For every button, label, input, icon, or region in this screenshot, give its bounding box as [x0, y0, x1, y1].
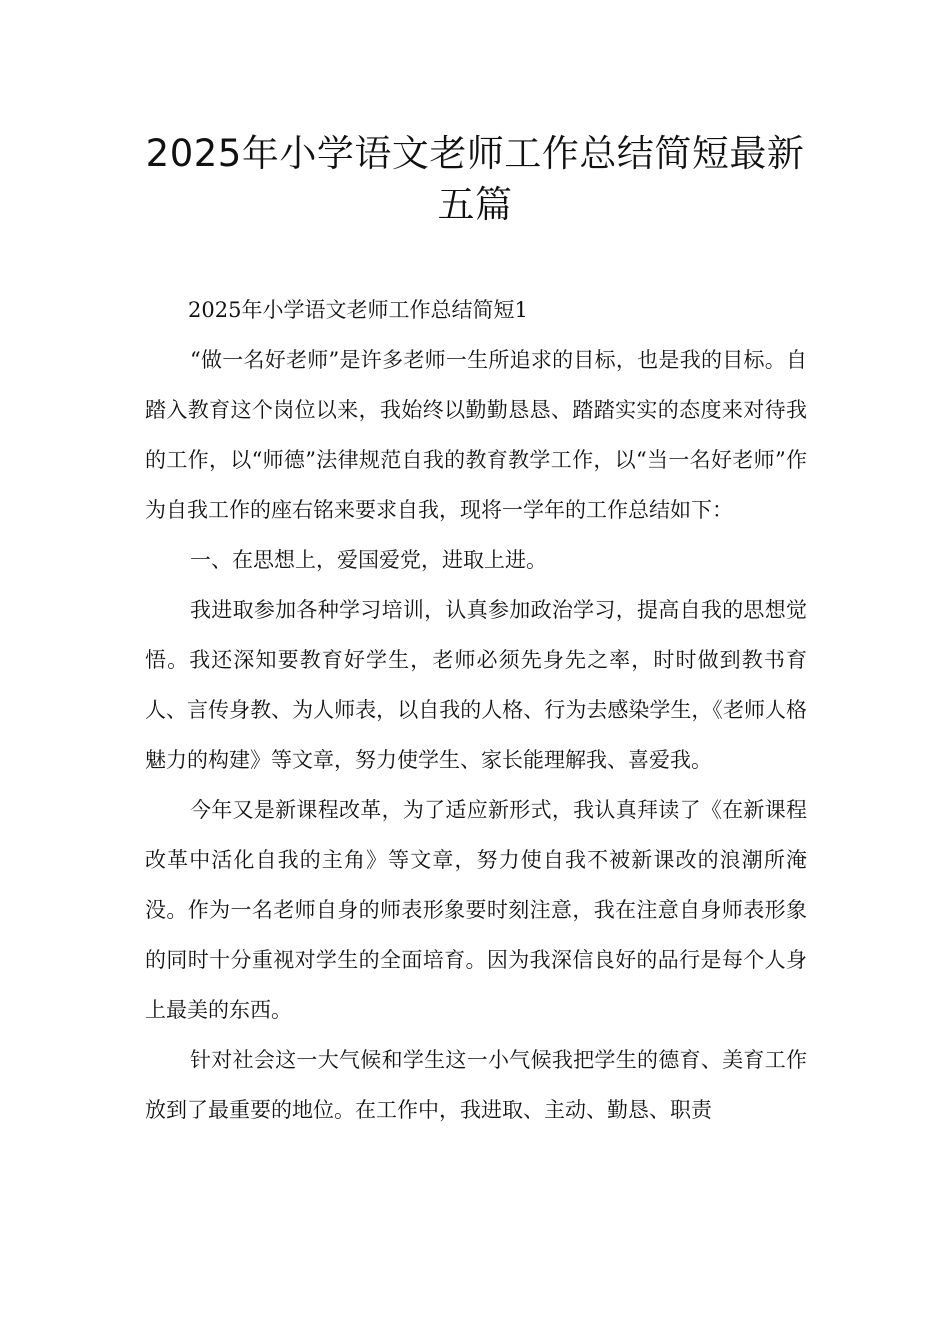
title-line-2: 五篇 [437, 183, 513, 226]
paragraph-curriculum-reform: 今年又是新课程改革，为了适应新形式，我认真拜读了《在新课程改革中活化自我的主角》等文章，努力使自我不被新课改的浪潮所淹没。作为一名老师自身的师表形象要时刻注意，我在注意自身师表形象的同时十分重视对学生的全面培育。因为我深信良好的品行是每个人身上最美的东西。 [145, 798, 807, 1022]
section-heading-thought: 一、在思想上，爱国爱党，进取上进。 [190, 548, 547, 572]
document-title [120, 128, 830, 230]
paragraph-moral-education: 针对社会这一大气候和学生这一小气候我把学生的德育、美育工作放到了最重要的地位。在工作中，我进取、主动、勤恳、职责 [145, 1048, 807, 1122]
paragraph-intro: “做一名好老师”是许多老师一生所追求的目标，也是我的目标。自踏入教育这个岗位以来，我始终以勤勤恳恳、踏踏实实的态度来对待我的工作，以“师德”法律规范自我的教育教学工作，以“当一名好老师”作为自我工作的座右铭来要求自我，现将一学年的工作总结如下： [145, 348, 807, 522]
document-body [145, 285, 807, 1135]
section-heading: 2025年小学语文老师工作总结简短1 [188, 298, 528, 322]
paragraph-study: 我进取参加各种学习培训，认真参加政治学习，提高自我的思想觉悟。我还深知要教育好学生，老师必须先身先之率，时时做到教书育人、言传身教、为人师表，以自我的人格、行为去感染学生，《老师人格魅力的构建》等文章，努力使学生、家长能理解我、喜爱我。 [145, 598, 807, 772]
title-line-1: 2025年小学语文老师工作总结简短最新 [145, 132, 805, 175]
